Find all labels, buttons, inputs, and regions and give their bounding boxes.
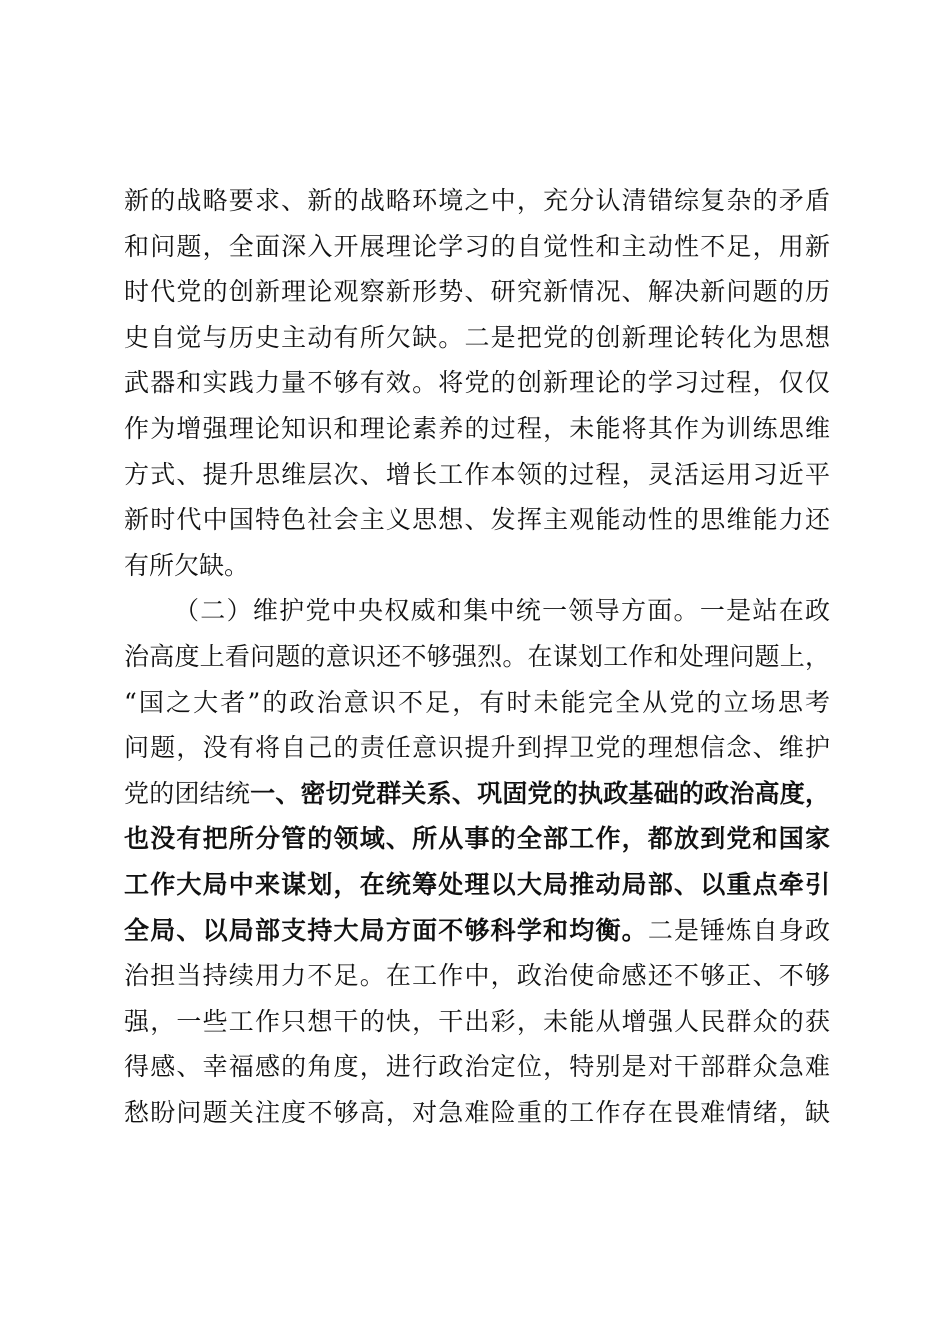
- bold-text-line: 工作大局中来谋划，在统筹处理以大局推动局部、以重点牵引: [124, 869, 830, 899]
- text-line: 得感、幸福感的角度，进行政治定位，特别是对干部群众急难: [124, 1052, 830, 1082]
- text-line: 作为增强理论知识和理论素养的过程，未能将其作为训练思维: [124, 413, 830, 443]
- text-line: 强，一些工作只想干的快，干出彩，未能从增强人民群众的获: [124, 1006, 830, 1036]
- text-line: 愁盼问题关注度不够高，对急难险重的工作存在畏难情绪，缺: [124, 1097, 830, 1127]
- text-line: 新的战略要求、新的战略环境之中，充分认清错综复杂的矛盾: [124, 186, 830, 215]
- text-line: 方式、提升思维层次、增长工作本领的过程，灵活运用习近平: [124, 459, 830, 489]
- text-line: “国之大者”的政治意识不足，有时未能完全从党的立场思考: [124, 687, 830, 717]
- mixed-text-line: [124, 771, 830, 817]
- mixed-text-line: [124, 908, 830, 954]
- text-line: 新时代中国特色社会主义思想、发挥主观能动性的思维能力还: [124, 505, 830, 535]
- text-line: 史自觉与历史主动有所欠缺。二是把党的创新理论转化为思想: [124, 322, 830, 352]
- text-line: 武器和实践力量不够有效。将党的创新理论的学习过程，仅仅: [124, 368, 830, 398]
- text-line: 问题，没有将自己的责任意识提升到捍卫党的理想信念、维护: [124, 733, 830, 763]
- text-line: 和问题，全面深入开展理论学习的自觉性和主动性不足，用新: [124, 231, 830, 261]
- text-segment: 党的团结统: [124, 778, 251, 808]
- section-heading-line: （二）维护党中央权威和集中统一领导方面。一是站在政: [174, 596, 830, 626]
- text-line: 有所欠缺。: [124, 550, 250, 580]
- body-text: [124, 178, 830, 1135]
- text-line: 时代党的创新理论观察新形势、研究新情况、解决新问题的历: [124, 277, 830, 307]
- text-segment: 二是锤炼自身政: [647, 915, 830, 945]
- text-line: 治高度上看问题的意识还不够强烈。在谋划工作和处理问题上，: [124, 641, 830, 671]
- bold-text-line: 也没有把所分管的领域、所从事的全部工作，都放到党和国家: [124, 824, 830, 854]
- bold-text-segment: 一、密切党群关系、巩固党的执政基础的政治高度，: [250, 778, 830, 808]
- bold-text-segment: 全局、以局部支持大局方面不够科学和均衡。: [124, 915, 648, 945]
- text-line: 治担当持续用力不足。在工作中，政治使命感还不够正、不够: [124, 961, 830, 991]
